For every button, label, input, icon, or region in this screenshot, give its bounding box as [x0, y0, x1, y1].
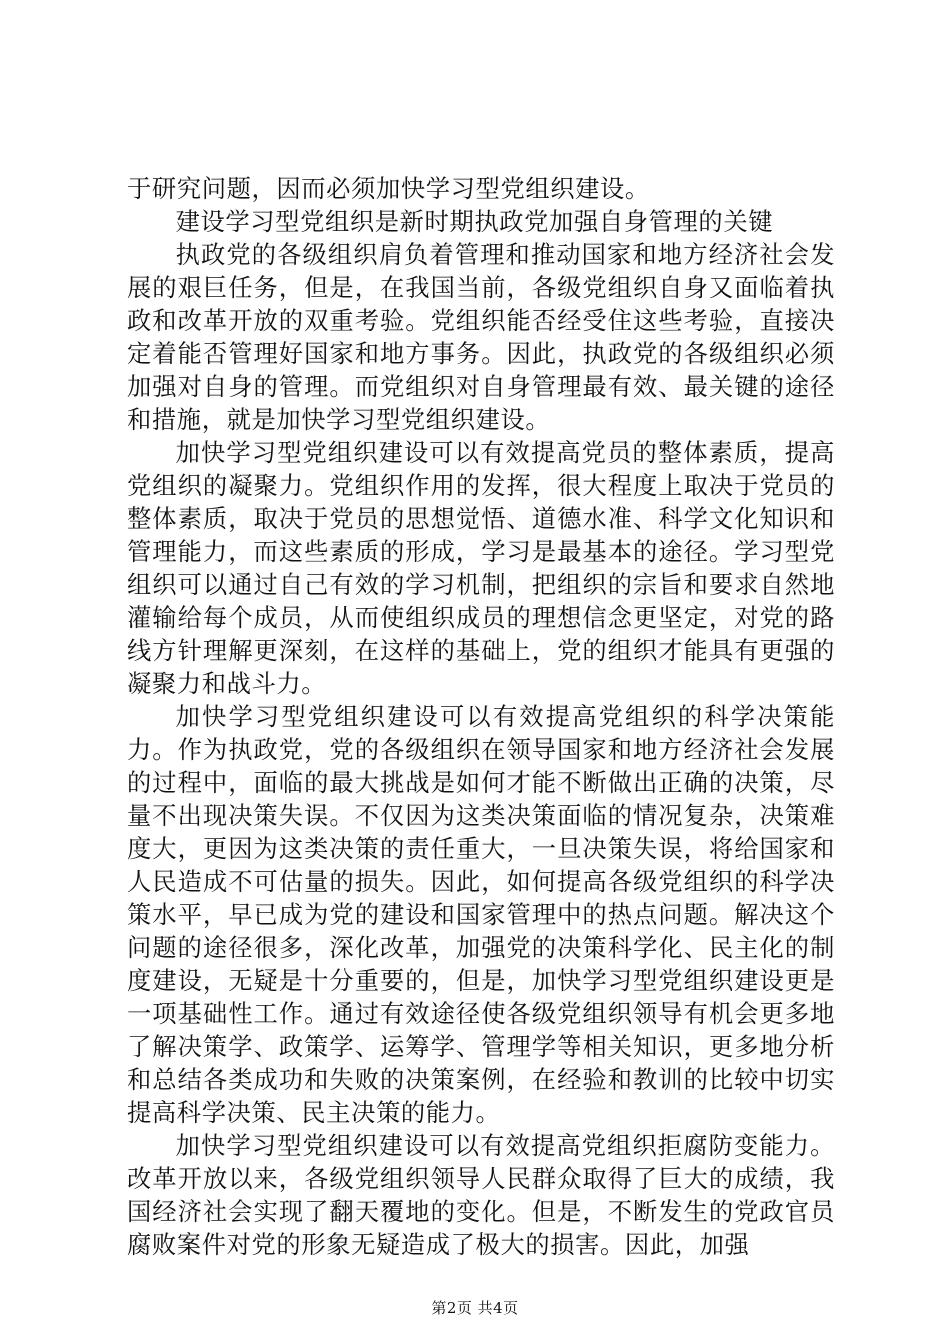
paragraph: 于研究问题，因而必须加快学习型党组织建设。	[127, 174, 650, 203]
paragraph: 加快学习型党组织建设可以有效提高党组织拒腐防变能力。改革开放以来，各级党组织领导人民群众取得了巨大的成绩，我国经济社会实现了翻天覆地的变化。但是，不断发生的党政官员腐败案件对党的形象无疑造成了极大的损害。因此，加强	[127, 1131, 835, 1259]
paragraph: 执政党的各级组织肩负着管理和推动国家和地方经济社会发展的艰巨任务，但是，在我国当前，各级党组织自身又面临着执政和改革开放的双重考验。党组织能否经受住这些考验，直接决定着能否管理好国家和地方事务。因此，执政党的各级组织必须加强对自身的管理。而党组织对自身管理最有效、最关键的途径和措施，就是加快学习型党组织建设。	[127, 240, 835, 434]
paragraph: 加快学习型党组织建设可以有效提高党组织的科学决策能力。作为执政党，党的各级组织在领导国家和地方经济社会发展的过程中，面临的最大挑战是如何才能不断做出正确的决策，尽量不出现决策失误。不仅因为这类决策面临的情况复杂，决策难度大，更因为这类决策的责任重大，一旦决策失误，将给国家和人民造成不可估量的损失。因此，如何提高各级党组织的科学决策水平，早已成为党的建设和国家管理中的热点问题。解决这个问题的途径很多，深化改革，加强党的决策科学化、民主化的制度建设，无疑是十分重要的，但是，加快学习型党组织建设更是一项基础性工作。通过有效途径使各级党组织领导有机会更多地了解决策学、政策学、运筹学、管理学等相关知识，更多地分析和总结各类成功和失败的决策案例，在经验和教训的比较中切实提高科学决策、民主决策的能力。	[127, 702, 835, 1127]
document-body	[127, 172, 835, 1261]
paragraph: 加快学习型党组织建设可以有效提高党员的整体素质，提高党组织的凝聚力。党组织作用的发挥，很大程度上取决于党员的整体素质，取决于党员的思想觉悟、道德水准、科学文化知识和管理能力，而这些素质的形成，学习是最基本的途径。学习型党组织可以通过自己有效的学习机制，把组织的宗旨和要求自然地灌输给每个成员，从而使组织成员的理想信念更坚定，对党的路线方针理解更深刻，在这样的基础上，党的组织才能具有更强的凝聚力和战斗力。	[127, 438, 835, 698]
section-heading: 建设学习型党组织是新时期执政党加强自身管理的关键	[175, 207, 774, 236]
page-number-footer: 第2页 共4页	[431, 1299, 519, 1317]
